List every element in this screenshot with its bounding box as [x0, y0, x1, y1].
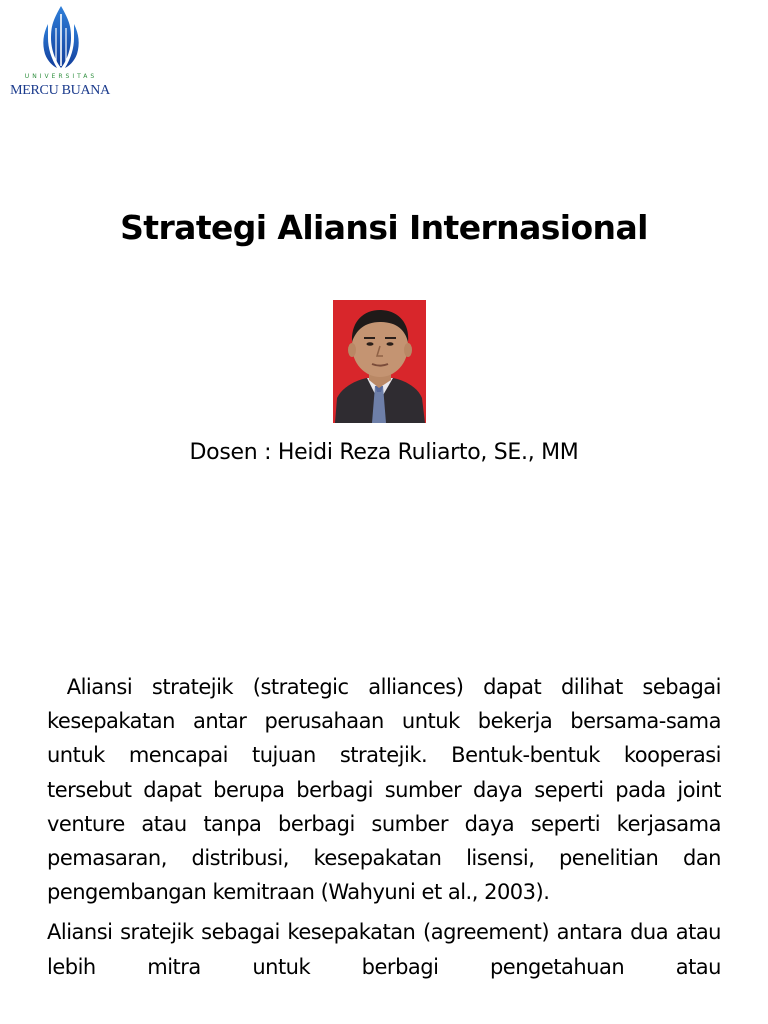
lecturer-portrait-icon: [333, 300, 426, 423]
paragraph-2: Aliansi sratejik sebagai kesepakatan (agreement) antara dua atau lebih mitra untuk berbagi pengetahuan atau: [47, 920, 721, 979]
logo-university-label: UNIVERSITAS: [24, 73, 98, 80]
university-logo: [4, 4, 116, 98]
lecturer-name: Dosen : Heidi Reza Ruliarto, SE., MM: [189, 440, 579, 465]
body-text: [47, 670, 728, 990]
mercu-buana-emblem-icon: [38, 4, 84, 70]
page-title: Strategi Aliansi Internasional: [120, 208, 648, 247]
logo-wordmark: MERCU BUANA: [10, 83, 110, 98]
paragraph-1: Aliansi stratejik (strategic alliances) dapat dilihat sebagai kesepakatan antar perusahaan untuk bekerja bersama-sama untuk mencapai tujuan stratejik. Bentuk-bentuk kooperasi tersebut dapat berupa berbagi sumber daya seperti pada joint venture atau tanpa berbagi sumber daya seperti kerjasama pemasaran, distribusi, kesepakatan lisensi, penelitian dan pengembangan kemitraan (Wahyuni et al., 2003).: [47, 675, 728, 905]
lecturer-photo: [333, 300, 426, 423]
